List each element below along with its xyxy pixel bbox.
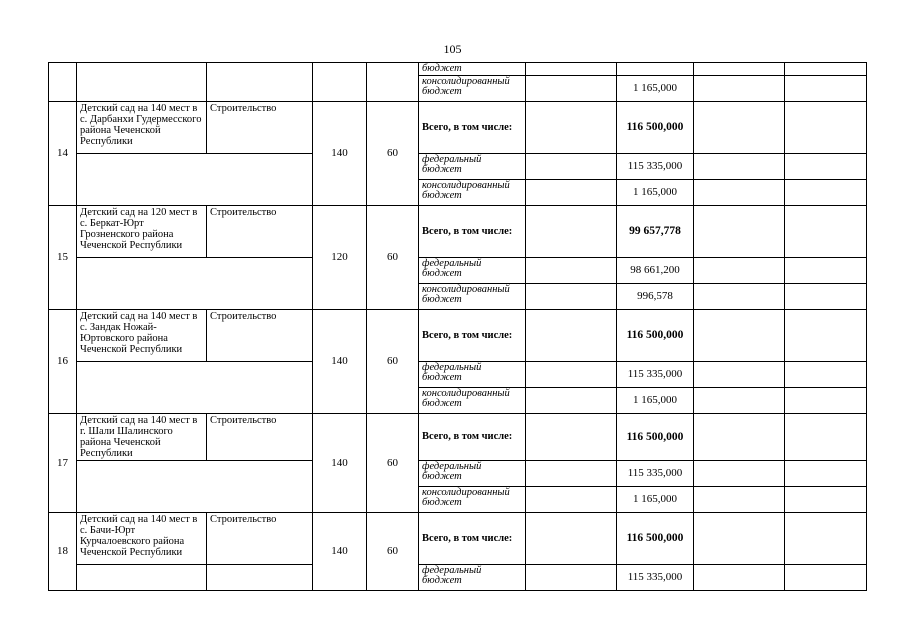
total-label: Всего, в том числе:: [419, 310, 526, 362]
table-row: [49, 102, 867, 154]
capacity-cell: 140: [313, 102, 367, 206]
amount-cell: 996,578: [617, 284, 694, 310]
total-label: Всего, в том числе:: [419, 102, 526, 154]
work-type: Строительство: [207, 414, 313, 461]
table-row: [49, 461, 867, 487]
amount-cell: [617, 63, 694, 76]
source-cell: федеральный бюджет: [419, 461, 526, 487]
source-cell: бюджет: [419, 63, 526, 76]
work-type: Строительство: [207, 310, 313, 362]
source-cell: консолидированный бюджет: [419, 76, 526, 102]
table-row: [49, 154, 867, 180]
source-cell: федеральный бюджет: [419, 362, 526, 388]
total-label: Всего, в том числе:: [419, 206, 526, 258]
work-type: Строительство: [207, 206, 313, 258]
percent-cell: 60: [367, 414, 419, 513]
source-cell: консолидированный бюджет: [419, 180, 526, 206]
table-row: [49, 258, 867, 284]
amount-cell: 1 165,000: [617, 487, 694, 513]
percent-cell: 60: [367, 513, 419, 591]
table-row: [49, 63, 867, 76]
object-name: Детский сад на 140 мест в г. Шали Шалинского района Чеченской Республики: [77, 414, 207, 461]
budget-table: [48, 62, 867, 591]
total-label: Всего, в том числе:: [419, 414, 526, 461]
source-cell: федеральный бюджет: [419, 154, 526, 180]
capacity-cell: 140: [313, 310, 367, 414]
object-name: Детский сад на 120 мест в с. Беркат-Юрт Грозненского района Чеченской Республики: [77, 206, 207, 258]
total-amount: 116 500,000: [617, 414, 694, 461]
row-number: 14: [49, 102, 77, 206]
table-row: [49, 513, 867, 565]
object-name: Детский сад на 140 мест в с. Дарбанхи Гудермесского района Чеченской Республики: [77, 102, 207, 154]
amount-cell: 1 165,000: [617, 388, 694, 414]
capacity-cell: 140: [313, 414, 367, 513]
source-cell: федеральный бюджет: [419, 565, 526, 591]
amount-cell: 1 165,000: [617, 76, 694, 102]
amount-cell: 115 335,000: [617, 461, 694, 487]
percent-cell: 60: [367, 102, 419, 206]
table-row: [49, 414, 867, 461]
work-type: Строительство: [207, 102, 313, 154]
object-name: Детский сад на 140 мест в с. Бачи-Юрт Курчалоевского района Чеченской Республики: [77, 513, 207, 565]
source-cell: федеральный бюджет: [419, 258, 526, 284]
percent-cell: 60: [367, 206, 419, 310]
row-number: 16: [49, 310, 77, 414]
table-row: [49, 565, 867, 591]
percent-cell: 60: [367, 310, 419, 414]
source-cell: консолидированный бюджет: [419, 487, 526, 513]
amount-cell: 115 335,000: [617, 154, 694, 180]
page-number: 105: [443, 42, 462, 56]
source-cell: консолидированный бюджет: [419, 284, 526, 310]
amount-cell: 98 661,200: [617, 258, 694, 284]
table-row: [49, 310, 867, 362]
row-number: 15: [49, 206, 77, 310]
work-type: Строительство: [207, 513, 313, 565]
source-cell: консолидированный бюджет: [419, 388, 526, 414]
total-label: Всего, в том числе:: [419, 513, 526, 565]
row-number: 17: [49, 414, 77, 513]
total-amount: 116 500,000: [617, 310, 694, 362]
table-row: [49, 206, 867, 258]
amount-cell: 115 335,000: [617, 362, 694, 388]
total-amount: 116 500,000: [617, 513, 694, 565]
table-row: [49, 362, 867, 388]
total-amount: 99 657,778: [617, 206, 694, 258]
total-amount: 116 500,000: [617, 102, 694, 154]
amount-cell: 1 165,000: [617, 180, 694, 206]
capacity-cell: 140: [313, 513, 367, 591]
row-number: 18: [49, 513, 77, 591]
amount-cell: 115 335,000: [617, 565, 694, 591]
capacity-cell: 120: [313, 206, 367, 310]
object-name: Детский сад на 140 мест в с. Зандак Ножай-Юртовского района Чеченской Республики: [77, 310, 207, 362]
